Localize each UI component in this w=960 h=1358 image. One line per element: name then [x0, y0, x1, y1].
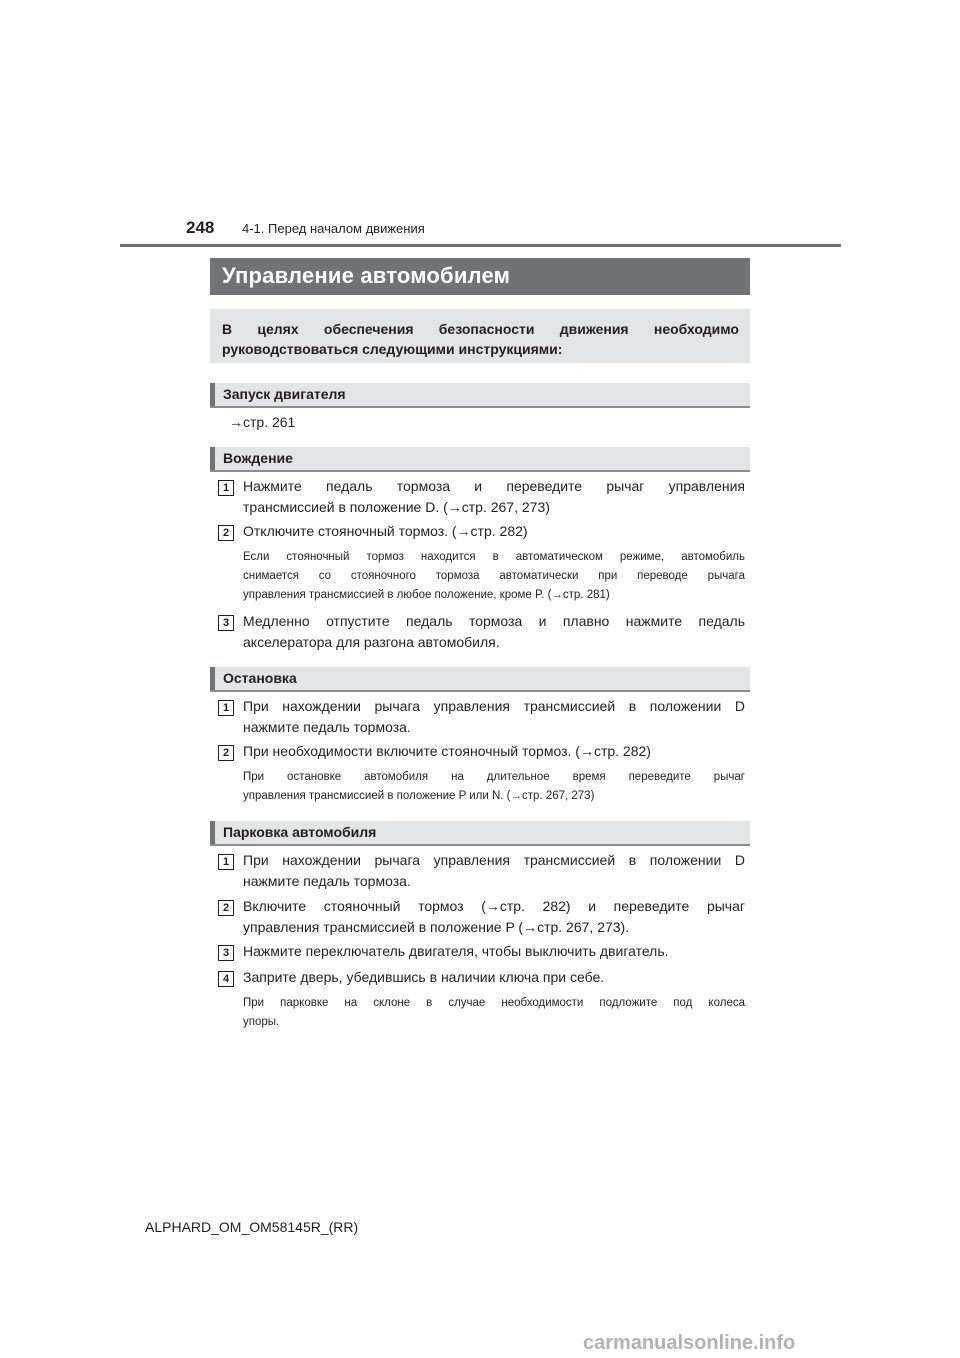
subheading-stopping — [210, 667, 750, 692]
intro-text — [222, 319, 739, 359]
step-line: При нахождении рычага управления трансмиссией в положении D — [243, 852, 745, 868]
step-number-badge: 3 — [218, 615, 234, 631]
step-text — [243, 850, 745, 892]
step-text — [243, 941, 745, 962]
note-line: Если стояночный тормоз находится в автоматическом режиме, автомобиль — [243, 551, 745, 563]
document-code-footer: ALPHARD_OM_OM58145R_(RR) — [145, 1219, 359, 1235]
step-note — [243, 768, 745, 806]
step-line: Нажмите переключатель двигателя, чтобы выключить двигатель. — [243, 943, 669, 959]
intro-line: руководствоваться следующими инструкциями: — [222, 341, 563, 357]
subheading-start-engine — [210, 383, 750, 408]
step-number-badge: 1 — [218, 854, 234, 870]
note-line: При парковке на склоне в случае необходимости подложите под колеса — [243, 997, 745, 1009]
page-reference: →стр. 261 — [229, 414, 296, 430]
step-number-badge: 2 — [218, 900, 234, 916]
subheading-label: Парковка автомобиля — [223, 824, 377, 840]
step-number-badge: 1 — [218, 480, 234, 496]
page-title-bar — [210, 258, 750, 295]
step-line: Отключите стояночный тормоз. (→стр. 282) — [243, 523, 528, 539]
step-line: акселератора для разгона автомобиля. — [243, 634, 500, 650]
step-text — [243, 896, 745, 938]
step-text — [243, 967, 745, 988]
step-line: управления трансмиссией в положение P (→стр. 267, 273). — [243, 919, 630, 935]
note-line: управления трансмиссией в положение P или N. (→стр. 267, 273) — [243, 790, 595, 802]
step-line: нажмите педаль тормоза. — [243, 873, 411, 889]
site-watermark: carmanualsonline.info — [583, 1332, 796, 1354]
step-line: трансмиссией в положение D. (→стр. 267, 273) — [243, 499, 550, 515]
step-text — [243, 476, 745, 518]
note-line: упоры. — [243, 1016, 280, 1028]
subheading-driving — [210, 447, 750, 472]
subheading-label: Вождение — [223, 450, 293, 466]
step-line: При нахождении рычага управления трансмиссией в положении D — [243, 698, 745, 714]
step-number-badge: 2 — [218, 525, 234, 541]
step-text — [243, 521, 745, 542]
step-line: Медленно отпустите педаль тормоза и плавно нажмите педаль — [243, 613, 745, 629]
step-line: Заприте дверь, убедившись в наличии ключа при себе. — [243, 969, 605, 985]
step-number-badge: 3 — [218, 945, 234, 961]
header-rule — [120, 244, 841, 247]
step-number-badge: 4 — [218, 971, 234, 987]
step-line: Включите стояночный тормоз (→стр. 282) и переведите рычаг — [243, 898, 745, 914]
page-title: Управление автомобилем — [222, 263, 511, 288]
step-text — [243, 611, 745, 653]
step-note — [243, 548, 745, 605]
section-path: 4-1. Перед началом движения — [242, 221, 425, 236]
step-number-badge: 1 — [218, 700, 234, 716]
step-text — [243, 696, 745, 738]
note-line: управления трансмиссией в любое положение, кроме P. (→стр. 281) — [243, 589, 610, 601]
subheading-label: Запуск двигателя — [223, 386, 346, 402]
intro-line: В целях обеспечения безопасности движения необходимо — [222, 321, 739, 337]
step-line: нажмите педаль тормоза. — [243, 719, 411, 735]
step-number-badge: 2 — [218, 745, 234, 761]
note-line: снимается со стояночного тормоза автоматически при переводе рычага — [243, 570, 745, 582]
note-line: При остановке автомобиля на длительное время переведите рычаг — [243, 771, 745, 783]
subheading-label: Остановка — [223, 670, 297, 686]
step-line: Нажмите педаль тормоза и переведите рычаг управления — [243, 478, 745, 494]
intro-box — [210, 309, 750, 363]
subheading-parking — [210, 821, 750, 846]
step-note — [243, 994, 745, 1032]
page-number: 248 — [186, 218, 215, 237]
step-text — [243, 741, 745, 762]
step-line: При необходимости включите стояночный тормоз. (→стр. 282) — [243, 743, 651, 759]
